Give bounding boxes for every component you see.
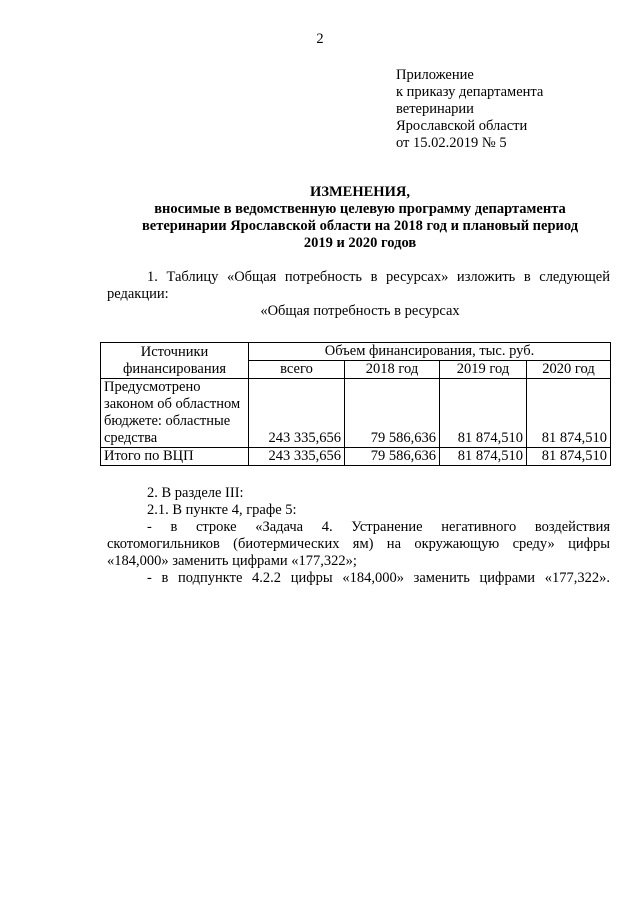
heading-line: ветеринарии Ярославской области на 2018 год и плановый период: [141, 218, 579, 234]
header-volume: Объем финансирования, тыс. руб.: [249, 343, 611, 361]
row-source: Итого по ВЦП: [101, 448, 249, 466]
table-caption: «Общая потребность в ресурсах: [260, 303, 460, 319]
appendix-line: ветеринарии: [396, 101, 474, 117]
page-number: 2: [316, 31, 324, 47]
cell-total: 243 335,656: [249, 379, 345, 448]
row-source: Предусмотрено законом об областном бюджете: областные средства: [101, 379, 249, 448]
cell-2020: 81 874,510: [527, 448, 611, 466]
section-2: [107, 485, 610, 587]
cell-2018: 79 586,636: [345, 379, 440, 448]
table-header-row: [101, 343, 611, 361]
appendix-block: [396, 67, 616, 152]
appendix-line: Ярославской области: [396, 118, 528, 134]
section-2-subitem: 2.1. В пункте 4, графе 5:: [147, 502, 297, 518]
cell-2019: 81 874,510: [440, 379, 527, 448]
cell-total: 243 335,656: [249, 448, 345, 466]
section-1-text: 1. Таблицу «Общая потребность в ресурсах» изложить в следующей редакции:: [107, 269, 610, 302]
header-col-2020: 2020 год: [527, 361, 611, 379]
appendix-line: к приказу департамента: [396, 84, 544, 100]
document-heading: [100, 184, 620, 252]
section-2-item-2: - в подпункте 4.2.2 цифры «184,000» заменить цифрами «177,322».: [147, 570, 610, 586]
cell-2020: 81 874,510: [527, 379, 611, 448]
heading-line: вносимые в ведомственную целевую программу департамента: [154, 201, 566, 217]
header-col-total: всего: [249, 361, 345, 379]
resources-table: [100, 342, 611, 466]
table-row: [101, 448, 611, 466]
cell-2019: 81 874,510: [440, 448, 527, 466]
heading-title: ИЗМЕНЕНИЯ,: [310, 184, 410, 200]
cell-2018: 79 586,636: [345, 448, 440, 466]
appendix-line: от 15.02.2019 № 5: [396, 135, 507, 151]
appendix-line: Приложение: [396, 67, 474, 83]
header-col-2019: 2019 год: [440, 361, 527, 379]
heading-line: 2019 и 2020 годов: [303, 235, 417, 251]
section-2-title: 2. В разделе III:: [147, 485, 244, 501]
table-row: [101, 379, 611, 448]
header-source: Источники финансирования: [101, 343, 249, 379]
section-2-item-1: - в строке «Задача 4. Устранение негативного воздействия скотомогильников (биотермических ям) на окружающую среду» цифры «184,000» заменить цифрами «177,322»;: [107, 519, 610, 569]
header-col-2018: 2018 год: [345, 361, 440, 379]
